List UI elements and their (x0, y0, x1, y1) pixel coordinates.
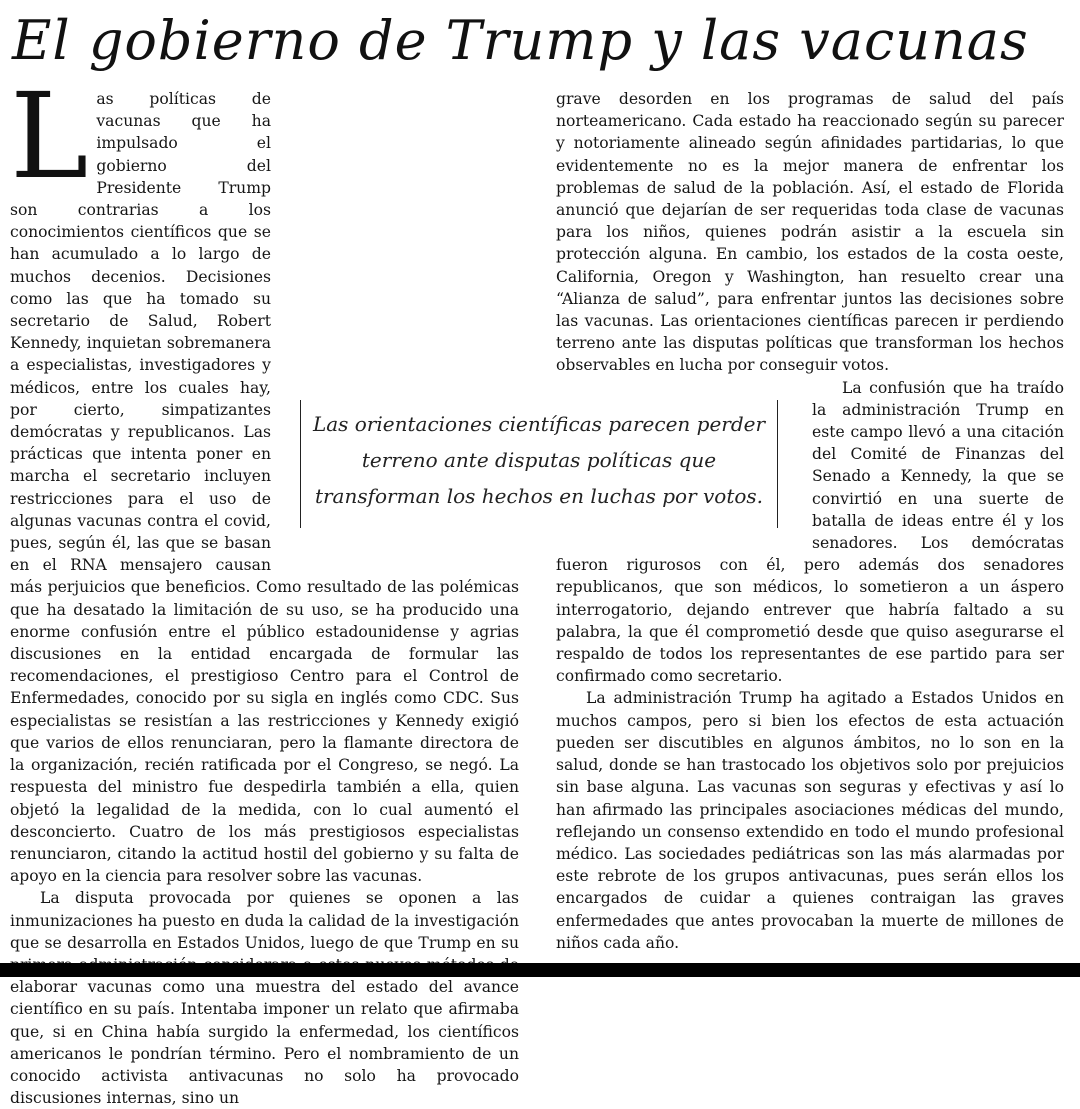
body-paragraph: La confusión que ha traído la administración Trump en este campo llevó a una citación del Comité de Finanzas del Senado a Kennedy, la que se convirtió en una suerte de batalla de ideas entre él y los senadores. Los demócratas fueron rigurosos con él, pero además dos senadores republicanos, que son médicos, lo sometieron a un áspero interrogatorio, dejando entrever que habría faltado a su palabra, la que él comprometió desde que quiso asegurarse el respaldo de todos los representantes de ese partido para ser confirmado como secretario. (556, 378, 1064, 686)
body-paragraph: La disputa provocada por quienes se oponen a las inmunizaciones ha puesto en duda la calidad de la investigación que se desarrolla en Estados Unidos, luego de que Trump en su elaborar vacunas como una muestra del estado del avance científico en su país. Intentaba imponer un relato que afirmaba que, si en China había surgido la enfermedad, los científicos americanos le pondrían término. Pero el nombramiento de un conocido activista antivacunas no solo ha provocado discusiones internas, sino un (10, 889, 519, 1108)
left-column (10, 67, 519, 1109)
pullquote-text: Las orientaciones científicas parecen perder terreno ante disputas políticas que transforman los hechos en luchas por votos. (312, 412, 766, 508)
article-title: El gobierno de Trump y las vacunas (12, 9, 1029, 72)
drop-cap: L (10, 67, 89, 205)
bottom-black-bar (0, 963, 1080, 977)
body-paragraph: La administración Trump ha agitado a Estados Unidos en muchos campos, pero si bien los efectos de esta actuación pueden ser discutibles en algunos ámbitos, no lo son en la salud, donde se han trastocado los objetivos solo por prejuicios sin base alguna. Las vacunas son seguras y efectivas y así lo han afirmado las principales asociaciones médicas del mundo, reflejando un consenso extendido en todo el mundo profesional médico. Las sociedades pediátricas son las más alarmadas por este rebrote de los grupos antivacunas, pues serán ellos los encargados de cuidar a quienes contraigan las graves enfermedades que antes provocaban la muerte de millones de niños cada año. (556, 689, 1064, 952)
body-paragraph: grave desorden en los programas de salud del país norteamericano. Cada estado ha reaccionado según su parecer y notoriamente alineado según afinidades partidarias, lo que evidentemente no es la mejor manera de enfrentar los problemas de salud de la población. Así, el estado de Florida anunció que dejarían de ser requeridas toda clase de vacunas para los niños, quienes podrán asistir a la escuela sin protección alguna. En cambio, los estados de la costa oeste, California, Oregon y Washington, han resuelto crear una “Alianza de salud”, para enfrentar juntos las decisiones sobre las vacunas. Las orientaciones científicas parecen ir perdiendo terreno ante las disputas políticas que transforman los hechos observables en lucha por conseguir votos. (556, 90, 1064, 375)
body-paragraph: as políticas de vacunas que ha impulsado el gobierno del Presidente Trump son contrarias a los conocimientos científicos que se han acumulado a lo largo de muchos decenios. Decisiones como las que ha tomado su secretario de Salud, Robert Kennedy, inquietan sobremanera a especialistas, investigadores y médicos, entre los cuales hay, por cierto, simpatizantes demócratas y republicanos. Las prácticas que intenta poner en marcha el secretario incluyen restricciones para el uso de algunas vacunas contra el covid, pues, según él, las que se basan en el RNA mensajero causan más perjuicios que beneficios. Como resultado de las polémicas que ha desatado la limitación de su uso, se ha producido una enorme confusión entre el público estadounidense y agrias discusiones en la entidad encargada de formular las recomendaciones, el prestigioso Centro para el Control de Enfermedades, conocido por su sigla en inglés como CDC. Sus especialistas se resistían a las restricciones y Kennedy exigió que varios de ellos renunciaran, pero la flamante directora de la organización, recién ratificada por el Congreso, se negó. La respuesta del ministro fue despedirla también a ella, quien objetó la legalidad de la medida, con lo cual aumentó el desconcierto. Cuatro de los más prestigiosos especialistas renunciaron, citando la actitud hostil del gobierno y su falta de apoyo en la ciencia para resolver sobre las vacunas. (10, 90, 519, 886)
pullquote (300, 400, 778, 528)
